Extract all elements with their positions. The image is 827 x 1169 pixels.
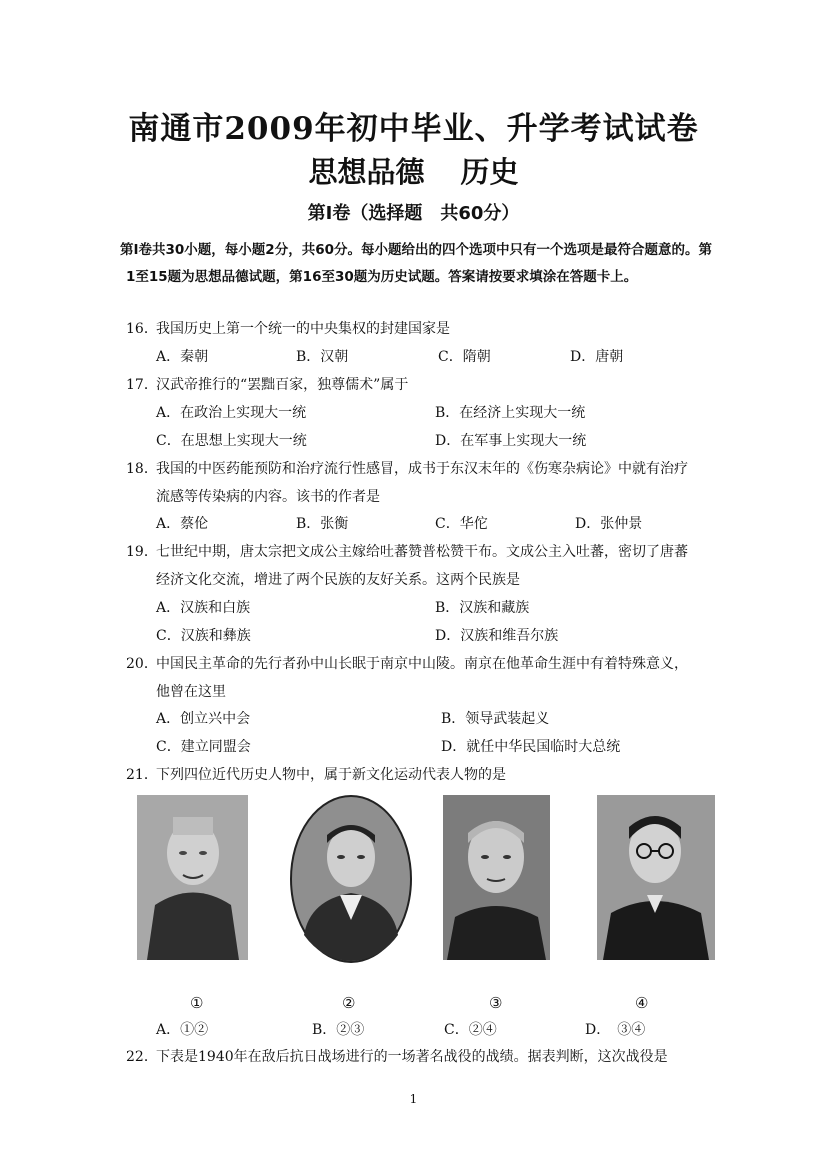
page-number: 1 [409,1092,418,1106]
option-b[interactable]: B．在经济上实现大一统 [435,405,586,421]
option-a[interactable]: A．在政治上实现大一统 [156,405,307,421]
question-19 [126,541,688,561]
option-d[interactable]: D． ③④ [585,1022,646,1038]
question-number: 19． [126,544,158,560]
portrait-photo-1 [137,795,248,960]
portrait-photo-4 [597,795,715,960]
subject-title [0,150,827,191]
option-b[interactable]: B．张衡 [296,516,349,532]
option-d[interactable]: D．张仲景 [575,516,643,532]
option-c[interactable]: C．华佗 [435,516,488,532]
question-number: 22． [126,1049,158,1065]
photo-label-1: ① [190,994,204,1012]
photo-label-4: ④ [635,994,649,1012]
question-number: 21． [126,767,158,783]
question-16 [126,318,450,338]
option-b[interactable]: B．领导武装起义 [441,711,550,727]
question-stem: 我国的中医药能预防和治疗流行性感冒，成书于东汉末年的《伤寒杂病论》中就有治疗 [156,461,688,477]
photo-label-3: ③ [489,994,503,1012]
question-stem: 我国历史上第一个统一的中央集权的封建国家是 [156,321,450,337]
question-stem: 下表是1940年在敌后抗日战场进行的一场著名战役的战绩。据表判断，这次战役是 [156,1049,668,1065]
option-a[interactable]: A．创立兴中会 [156,711,251,727]
question-17 [126,374,408,394]
option-d[interactable]: D．在军事上实现大一统 [435,433,587,449]
question-stem: 下列四位近代历史人物中，属于新文化运动代表人物的是 [156,767,506,783]
photo-label-2: ② [342,994,356,1012]
option-d[interactable]: D．唐朝 [570,349,624,365]
question-21 [126,764,506,784]
portrait-photo-2 [290,795,412,963]
option-c[interactable]: C．建立同盟会 [156,739,251,755]
question-number: 16． [126,321,158,337]
question-stem: 七世纪中期，唐太宗把文成公主嫁给吐蕃赞普松赞干布。文成公主入吐蕃，密切了唐蕃 [156,544,688,560]
option-a[interactable]: A．蔡伦 [156,516,209,532]
option-d[interactable]: D．就任中华民国临时大总统 [441,739,621,755]
option-a[interactable]: A．汉族和白族 [156,600,251,616]
question-stem-cont: 他曾在这里 [156,684,226,700]
exam-title: 南通市2009年初中毕业、升学考试试卷 [128,111,699,147]
option-d[interactable]: D．汉族和维吾尔族 [435,628,559,644]
question-number: 17． [126,377,158,393]
instructions [120,237,716,291]
option-b[interactable]: B．汉族和藏族 [435,600,530,616]
question-22 [126,1046,668,1066]
option-c[interactable]: C．隋朝 [438,349,491,365]
option-c[interactable]: C．汉族和彝族 [156,628,251,644]
question-20 [126,653,688,673]
subject-a: 思想品德 [308,155,425,189]
question-18 [126,458,688,478]
option-a[interactable]: A．①② [156,1022,209,1038]
option-c[interactable]: C．②④ [444,1022,497,1038]
option-b[interactable]: B．②③ [312,1022,365,1038]
question-number: 18． [126,461,158,477]
option-c[interactable]: C．在思想上实现大一统 [156,433,307,449]
question-stem: 汉武帝推行的“罢黜百家，独尊儒术”属于 [156,377,409,393]
option-b[interactable]: B．汉朝 [296,349,349,365]
section-title: 第Ⅰ卷（选择题 共60分） [307,203,520,224]
question-number: 20． [126,656,158,672]
portrait-photo-3 [443,795,550,960]
subject-b: 历史 [460,155,519,189]
instructions-text: 第Ⅰ卷共30小题，每小题2分，共60分。每小题给出的四个选项中只有一个选项是最符合题意的。第1至15题为思想品德试题，第16至30题为历史试题。答案请按要求填涂在答题卡上。 [120,242,712,285]
question-stem: 中国民主革命的先行者孙中山长眠于南京中山陵。南京在他革命生涯中有着特殊意义， [156,656,688,672]
option-a[interactable]: A．秦朝 [156,349,209,365]
question-stem-cont: 流感等传染病的内容。该书的作者是 [156,489,380,505]
question-stem-cont: 经济文化交流，增进了两个民族的友好关系。这两个民族是 [156,572,520,588]
